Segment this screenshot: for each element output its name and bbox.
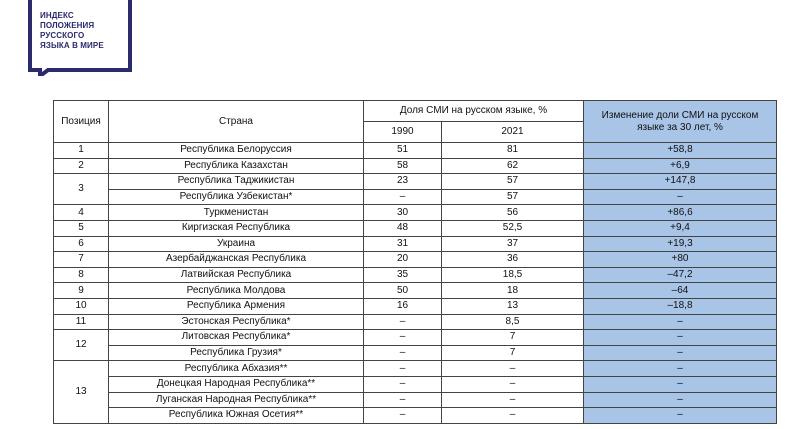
table-row bbox=[54, 345, 777, 361]
country-cell: Республика Армения bbox=[109, 298, 364, 314]
logo bbox=[28, 0, 132, 76]
header-year-1990: 1990 bbox=[364, 122, 442, 143]
value-2021-cell: – bbox=[442, 361, 584, 377]
value-1990-cell: – bbox=[364, 376, 442, 392]
table-row bbox=[54, 314, 777, 330]
country-cell: Эстонская Республика* bbox=[109, 314, 364, 330]
country-cell: Азербайджанская Республика bbox=[109, 252, 364, 268]
change-cell: – bbox=[584, 361, 777, 377]
change-cell: +9,4 bbox=[584, 220, 777, 236]
country-cell: Донецкая Народная Республика** bbox=[109, 376, 364, 392]
header-position: Позиция bbox=[54, 101, 109, 143]
country-cell: Республика Таджикистан bbox=[109, 174, 364, 190]
position-cell: 11 bbox=[54, 314, 109, 330]
change-cell: +6,9 bbox=[584, 158, 777, 174]
value-2021-cell: 81 bbox=[442, 143, 584, 159]
logo-line: ИНДЕКС bbox=[40, 11, 74, 20]
table-row bbox=[54, 392, 777, 408]
table-row bbox=[54, 283, 777, 299]
value-1990-cell: 23 bbox=[364, 174, 442, 190]
value-2021-cell: – bbox=[442, 408, 584, 424]
table-row bbox=[54, 252, 777, 268]
position-cell: 13 bbox=[54, 361, 109, 423]
change-cell: – bbox=[584, 189, 777, 205]
country-cell: Латвийская Республика bbox=[109, 267, 364, 283]
position-cell: 3 bbox=[54, 174, 109, 205]
value-2021-cell: 18,5 bbox=[442, 267, 584, 283]
change-cell: +19,3 bbox=[584, 236, 777, 252]
change-cell: – bbox=[584, 345, 777, 361]
value-2021-cell: 52,5 bbox=[442, 220, 584, 236]
value-1990-cell: – bbox=[364, 345, 442, 361]
position-cell: 1 bbox=[54, 143, 109, 159]
table-row bbox=[54, 236, 777, 252]
value-2021-cell: 37 bbox=[442, 236, 584, 252]
logo-text bbox=[40, 11, 130, 51]
change-cell: +80 bbox=[584, 252, 777, 268]
value-2021-cell: 57 bbox=[442, 189, 584, 205]
table-row bbox=[54, 174, 777, 190]
position-cell: 12 bbox=[54, 330, 109, 361]
value-2021-cell: – bbox=[442, 392, 584, 408]
change-cell: –47,2 bbox=[584, 267, 777, 283]
value-1990-cell: – bbox=[364, 392, 442, 408]
value-2021-cell: 62 bbox=[442, 158, 584, 174]
change-cell: –64 bbox=[584, 283, 777, 299]
table-row bbox=[54, 220, 777, 236]
value-2021-cell: – bbox=[442, 376, 584, 392]
position-cell: 8 bbox=[54, 267, 109, 283]
change-cell: – bbox=[584, 314, 777, 330]
table-row bbox=[54, 376, 777, 392]
header-year-2021: 2021 bbox=[442, 122, 584, 143]
change-cell: +58,8 bbox=[584, 143, 777, 159]
change-cell: +147,8 bbox=[584, 174, 777, 190]
change-cell: +86,6 bbox=[584, 205, 777, 221]
logo-line: РУССКОГО bbox=[40, 31, 85, 40]
table-row bbox=[54, 361, 777, 377]
value-1990-cell: 31 bbox=[364, 236, 442, 252]
country-cell: Луганская Народная Республика** bbox=[109, 392, 364, 408]
table-row bbox=[54, 143, 777, 159]
value-2021-cell: 56 bbox=[442, 205, 584, 221]
position-cell: 2 bbox=[54, 158, 109, 174]
position-cell: 5 bbox=[54, 220, 109, 236]
country-cell: Республика Южная Осетия** bbox=[109, 408, 364, 424]
country-cell: Украина bbox=[109, 236, 364, 252]
value-2021-cell: 8,5 bbox=[442, 314, 584, 330]
country-cell: Киргизская Республика bbox=[109, 220, 364, 236]
logo-line: ЯЗЫКА В МИРЕ bbox=[40, 41, 104, 50]
change-cell: – bbox=[584, 392, 777, 408]
position-cell: 4 bbox=[54, 205, 109, 221]
value-1990-cell: 30 bbox=[364, 205, 442, 221]
value-2021-cell: 7 bbox=[442, 345, 584, 361]
value-2021-cell: 18 bbox=[442, 283, 584, 299]
change-cell: – bbox=[584, 330, 777, 346]
position-cell: 7 bbox=[54, 252, 109, 268]
country-cell: Республика Белоруссия bbox=[109, 143, 364, 159]
value-1990-cell: – bbox=[364, 361, 442, 377]
value-2021-cell: 13 bbox=[442, 298, 584, 314]
value-1990-cell: 51 bbox=[364, 143, 442, 159]
country-cell: Республика Абхазия** bbox=[109, 361, 364, 377]
country-cell: Республика Молдова bbox=[109, 283, 364, 299]
table-row bbox=[54, 298, 777, 314]
position-cell: 6 bbox=[54, 236, 109, 252]
country-cell: Республика Казахстан bbox=[109, 158, 364, 174]
header-country: Страна bbox=[109, 101, 364, 143]
value-2021-cell: 36 bbox=[442, 252, 584, 268]
value-1990-cell: 48 bbox=[364, 220, 442, 236]
change-cell: – bbox=[584, 376, 777, 392]
position-cell: 10 bbox=[54, 298, 109, 314]
table-row bbox=[54, 267, 777, 283]
country-cell: Литовская Республика* bbox=[109, 330, 364, 346]
table-row bbox=[54, 205, 777, 221]
value-1990-cell: 58 bbox=[364, 158, 442, 174]
change-cell: – bbox=[584, 408, 777, 424]
table-row bbox=[54, 330, 777, 346]
value-1990-cell: – bbox=[364, 189, 442, 205]
value-1990-cell: – bbox=[364, 330, 442, 346]
media-share-table bbox=[53, 100, 777, 424]
value-2021-cell: 57 bbox=[442, 174, 584, 190]
value-1990-cell: 20 bbox=[364, 252, 442, 268]
value-1990-cell: – bbox=[364, 408, 442, 424]
country-cell: Туркменистан bbox=[109, 205, 364, 221]
logo-line: ПОЛОЖЕНИЯ bbox=[40, 21, 95, 30]
table-row bbox=[54, 189, 777, 205]
header-change: Изменение доли СМИ на русском языке за 30 лет, % bbox=[584, 101, 777, 143]
table-row bbox=[54, 158, 777, 174]
change-cell: –18,8 bbox=[584, 298, 777, 314]
country-cell: Республика Узбекистан* bbox=[109, 189, 364, 205]
value-1990-cell: 50 bbox=[364, 283, 442, 299]
position-cell: 9 bbox=[54, 283, 109, 299]
table-row bbox=[54, 408, 777, 424]
value-1990-cell: – bbox=[364, 314, 442, 330]
header-share: Доля СМИ на русском языке, % bbox=[364, 101, 584, 122]
country-cell: Республика Грузия* bbox=[109, 345, 364, 361]
value-1990-cell: 16 bbox=[364, 298, 442, 314]
value-2021-cell: 7 bbox=[442, 330, 584, 346]
value-1990-cell: 35 bbox=[364, 267, 442, 283]
